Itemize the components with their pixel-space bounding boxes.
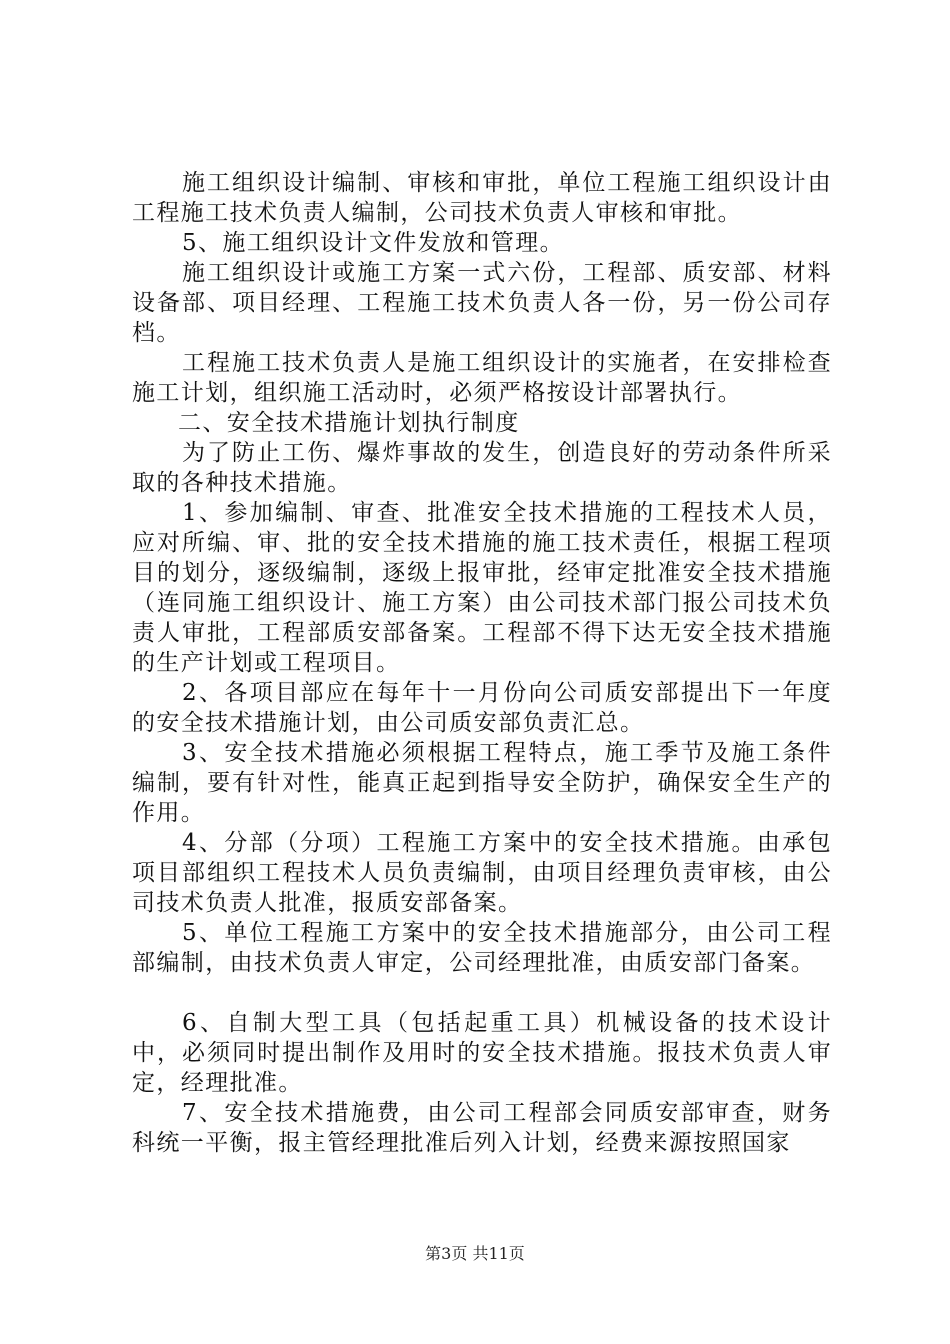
paragraph: 工程施工技术负责人是施工组织设计的实施者，在安排检查施工计划，组织施工活动时，必须严格按设计部署执行。 (132, 350, 832, 406)
blank-line (132, 978, 832, 1008)
paragraph: 为了防止工伤、爆炸事故的发生，创造良好的劳动条件所采取的各种技术措施。 (132, 440, 832, 496)
paragraph: 5、单位工程施工方案中的安全技术措施部分，由公司工程部编制，由技术负责人审定，公司经理批准，由质安部门备案。 (132, 920, 832, 976)
paragraph: 7、安全技术措施费，由公司工程部会同质安部审查，财务科统一平衡，报主管经理批准后列入计划，经费来源按照国家 (132, 1100, 832, 1156)
page-number-footer: 第3页 共11页 (425, 1244, 525, 1263)
paragraph: 施工组织设计或施工方案一式六份，工程部、质安部、材料设备部、项目经理、工程施工技术负责人各一份，另一份公司存档。 (132, 260, 832, 346)
paragraph: 2、各项目部应在每年十一月份向公司质安部提出下一年度的安全技术措施计划，由公司质安部负责汇总。 (132, 680, 832, 736)
paragraph: 4、分部（分项）工程施工方案中的安全技术措施。由承包项目部组织工程技术人员负责编制，由项目经理负责审核，由公司技术负责人批准，报质安部备案。 (132, 830, 832, 916)
paragraph: 6、自制大型工具（包括起重工具）机械设备的技术设计中，必须同时提出制作及用时的安全技术措施。报技术负责人审定，经理批准。 (132, 1010, 832, 1096)
paragraph: 3、安全技术措施必须根据工程特点，施工季节及施工条件编制，要有针对性，能真正起到指导安全防护，确保安全生产的作用。 (132, 740, 832, 826)
paragraph: 1、参加编制、审查、批准安全技术措施的工程技术人员，应对所编、审、批的安全技术措施的施工技术责任，根据工程项目的划分，逐级编制，逐级上报审批，经审定批准安全技术措施（连同施工组织设计、施工方案）由公司技术部门报公司技术负责人审批，工程部质安部备案。工程部不得下达无安全技术措施的生产计划或工程项目。 (132, 500, 832, 676)
paragraph: 5、施工组织设计文件发放和管理。 (182, 230, 565, 256)
document-body (132, 168, 832, 1158)
paragraph: 施工组织设计编制、审核和审批，单位工程施工组织设计由工程施工技术负责人编制，公司技术负责人审核和审批。 (132, 170, 832, 226)
section-heading: 二、安全技术措施计划执行制度 (178, 410, 520, 436)
